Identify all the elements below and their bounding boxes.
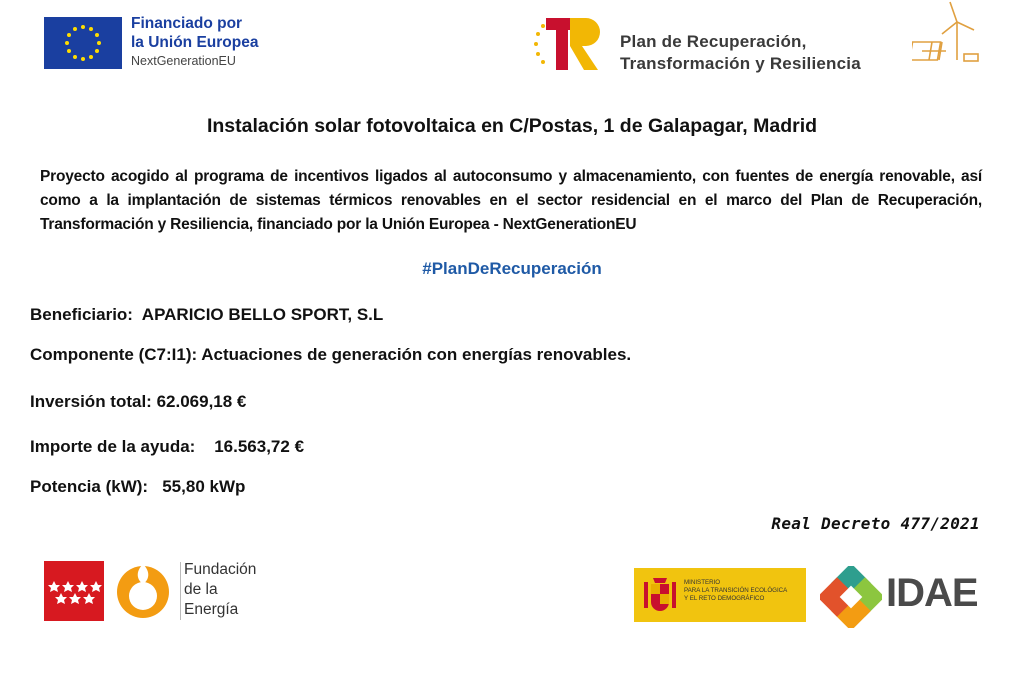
solar-wind-icon (912, 0, 982, 70)
ministerio-line-2: PARA LA TRANSICIÓN ECOLÓGICA (684, 587, 788, 594)
plan-recuperacion-text (620, 31, 861, 75)
idae-logo-mark (820, 566, 882, 628)
inversion-field: Inversión total: 62.069,18 € (30, 392, 247, 411)
eu-line-2: la Unión Europea (131, 34, 259, 51)
ministerio-line-3: Y EL RETO DEMOGRÁFICO (684, 595, 765, 602)
ministerio-logo (634, 568, 806, 622)
spain-coat-of-arms-icon (640, 574, 680, 616)
plan-line-1: Plan de Recuperación, (620, 32, 807, 51)
fundacion-line-3: Energía (184, 601, 239, 618)
eu-line-3: NextGenerationEU (131, 54, 236, 68)
ministerio-line-1: MINISTERIO (684, 579, 721, 586)
eu-line-1: Financiado por (131, 15, 243, 32)
fundacion-line-1: Fundación (184, 561, 257, 578)
fundacion-energia-text (184, 560, 256, 620)
fundacion-divider (180, 562, 181, 620)
plan-recuperacion-logo (532, 12, 604, 74)
potencia-field: Potencia (kW): 55,80 kWp (30, 477, 246, 496)
eu-funding-text (131, 14, 258, 70)
madrid-flag-logo (44, 561, 104, 621)
idae-logo-text: IDAE (886, 571, 978, 615)
plan-line-2: Transformación y Resiliencia (620, 54, 861, 73)
componente-field: Componente (C7:I1): Actuaciones de generación con energías renovables. (30, 345, 632, 364)
fundacion-line-2: de la (184, 581, 218, 598)
project-description: Proyecto acogido al programa de incentivos ligados al autoconsumo y almacenamiento, con fuentes de energía renovable, así como a la implantación de sistemas térmicos renovables en el sector residencial en el marco del Plan de Recuperación, Transformación y Resiliencia, financiado por la Unión Europea - NextGenerationEU (40, 168, 982, 233)
eu-flag-logo (44, 17, 122, 69)
hashtag: #PlanDeRecuperación (422, 259, 602, 278)
beneficiario-field: Beneficiario: APARICIO BELLO SPORT, S.L (30, 305, 384, 324)
decree-reference: Real Decreto 477/2021 (771, 514, 980, 533)
importe-field: Importe de la ayuda: 16.563,72 € (30, 437, 305, 456)
fundacion-energia-logo (111, 558, 175, 622)
page-title: Instalación solar fotovoltaica en C/Postas, 1 de Galapagar, Madrid (206, 115, 818, 137)
ministerio-text (684, 579, 802, 603)
